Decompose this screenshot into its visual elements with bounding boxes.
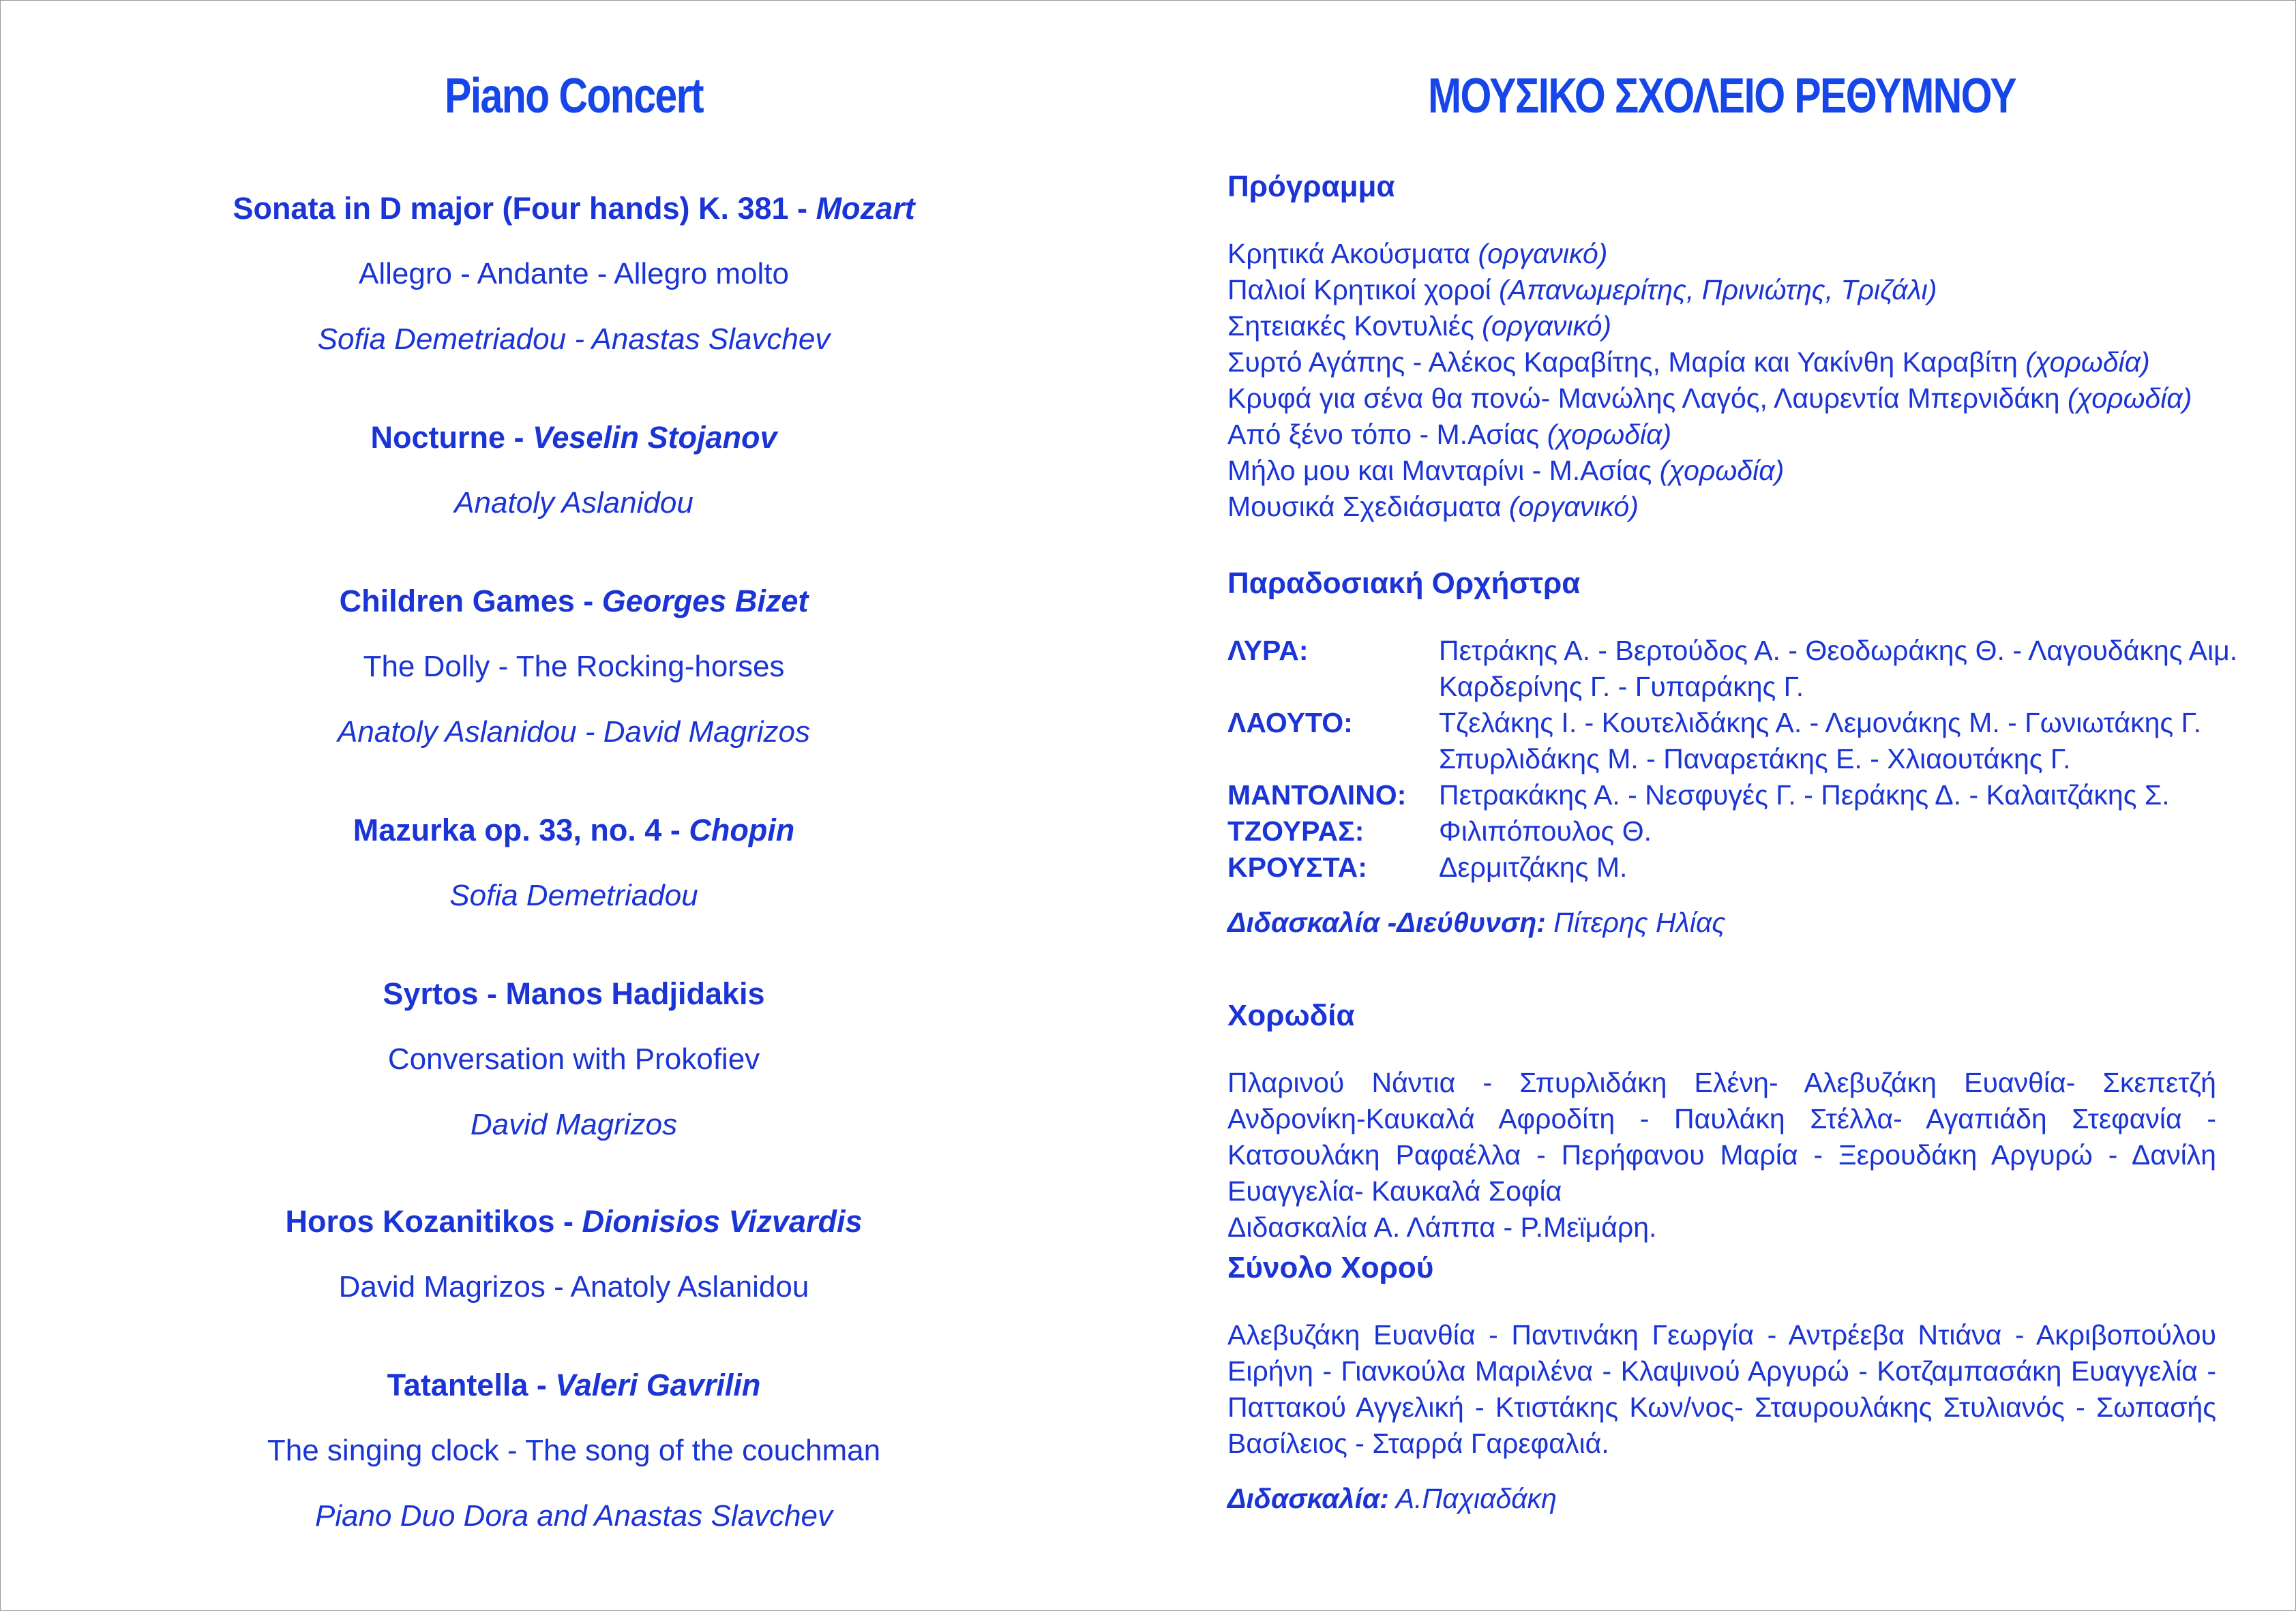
programme-item: Κρυφά για σένα θα πονώ- Μανώλης Λαγός, Λαυρεντία Μπερνιδάκη (χορωδία) <box>1227 382 2192 414</box>
choir-heading: Χορωδία <box>1227 999 1355 1032</box>
programme-item: Μουσικά Σχεδιάσματα (οργανικό) <box>1227 491 1639 522</box>
orchestra-row <box>1227 777 2216 813</box>
right-title: ΜΟΥΣΙΚΟ ΣΧΟΛΕΙΟ ΡΕΘΥΜΝΟΥ <box>1427 69 2016 123</box>
instrument-players: Δερμιτζάκης Μ. <box>1439 852 1628 883</box>
piece-performers: Piano Duo Dora and Anastas Slavchev <box>314 1499 833 1533</box>
piece-performers: Sofia Demetriadou - Anastas Slavchev <box>317 322 831 356</box>
instrument-label: ΚΡΟΥΣΤΑ: <box>1227 852 1367 883</box>
choir-members: Πλαρινού Νάντια - Σπυρλιδάκη Ελένη- Αλεβυζάκη Ευανθία- Σκεπετζή Ανδρονίκη-Καυκαλά Αφροδίτη - Παυλάκη Στέλλα- Αγαπιάδη Στεφανία - Κατσουλάκη Ραφαέλλα - Περήφανου Μαρία - Ξερουδάκη Αργυρώ - Δανίλη Ευαγγελία- Καυκαλά Σοφία <box>1227 1067 2216 1207</box>
piece-movements: Allegro - Andante - Allegro molto <box>358 257 790 290</box>
piece-1 <box>0 188 1148 360</box>
programme-heading: Πρόγραμμα <box>1227 170 1395 203</box>
piece-2 <box>0 417 1148 524</box>
left-title: Piano Concert <box>445 69 703 123</box>
choir-teachers: Διδασκαλία Α. Λάππα - Ρ.Μεϊμάρη. <box>1227 1211 1657 1243</box>
piece-heading: Mazurka op. 33, no. 4 - Chopin <box>353 813 795 847</box>
piece-3 <box>0 581 1148 753</box>
programme-item: Κρητικά Ακούσματα (οργανικό) <box>1227 238 1608 269</box>
orchestra-section <box>1227 563 2238 941</box>
piece-performers: David Magrizos <box>470 1108 678 1141</box>
orchestra-row <box>1227 633 2238 705</box>
piece-performers: Anatoly Aslanidou <box>454 486 694 520</box>
programme-list <box>1227 236 2216 525</box>
piece-5 <box>0 974 1148 1145</box>
piece-heading: Tatantella - Valeri Gavrilin <box>387 1368 761 1402</box>
orchestra-list <box>1227 633 2238 886</box>
right-page <box>1227 0 2238 1611</box>
piece-movements: David Magrizos - Anatoly Aslanidou <box>338 1270 809 1304</box>
piece-movements: Conversation with Prokofiev <box>387 1042 760 1076</box>
piece-performers: Sofia Demetriadou <box>449 879 698 912</box>
orchestra-row <box>1227 813 2216 849</box>
instrument-players: Πετράκης Α. - Βερτούδος Α. - Θεοδωράκης Θ. - Λαγουδάκης Αιμ. Καρδερίνης Γ. - Γυπαράκης Γ. <box>1439 635 2238 702</box>
piece-heading: Nocturne - Veselin Stojanov <box>370 420 777 455</box>
programme-item: Μήλο μου και Μανταρίνι - Μ.Ασίας (χορωδία) <box>1227 455 1785 486</box>
instrument-players: Φιλιπόπουλος Θ. <box>1439 815 1652 847</box>
dance-members: Αλεβυζάκη Ευανθία - Παντινάκη Γεωργία - Αντρέεβα Ντιάνα - Ακριβοπούλου Ειρήνη - Γιανκούλα Μαριλένα - Κλαψινού Αργυρώ - Κοτζαμπασάκη Ευαγγελία - Παττακού Αγγελική - Κτιστάκης Κων/νος- Σταυρουλάκης Στυλιανός - Σωπασής Βασίλειος - Σταρρά Γαρεφαλιά. <box>1227 1319 2216 1459</box>
dance-heading: Σύνολο Χορού <box>1227 1251 1434 1284</box>
instrument-label: ΛΑΟΥΤΟ: <box>1227 707 1353 738</box>
instrument-players: Τζελάκης Ι. - Κουτελιδάκης Α. - Λεμονάκης Μ. - Γωνιωτάκης Γ. Σπυρλιδάκης Μ. - Παναρετάκης Ε. - Χλιαουτάκης Γ. <box>1439 707 2202 774</box>
piece-heading: Sonata in D major (Four hands) K. 381 - Mozart <box>233 191 915 226</box>
orchestra-row <box>1227 705 2216 777</box>
piece-6 <box>0 1201 1148 1308</box>
instrument-label: ΛΥΡΑ: <box>1227 635 1309 666</box>
piece-movements: The Dolly - The Rocking-horses <box>363 650 785 683</box>
programme-item: Παλιοί Κρητικοί χοροί (Απανωμερίτης, Πρινιώτης, Τριζάλι) <box>1227 274 1937 305</box>
piece-movements: The singing clock - The song of the couchman <box>267 1434 881 1467</box>
instrument-players: Πετρακάκης Α. - Νεσφυγές Γ. - Περάκης Δ. - Καλαιτζάκης Σ. <box>1439 779 2170 811</box>
orchestra-heading: Παραδοσιακή Ορχήστρα <box>1227 567 1581 600</box>
piece-4 <box>0 810 1148 916</box>
piece-7 <box>0 1365 1148 1537</box>
programme-section <box>1227 166 2216 525</box>
piece-performers: Anatoly Aslanidou - David Magrizos <box>338 715 810 749</box>
orchestra-row <box>1227 849 2216 886</box>
instrument-label: ΜΑΝΤΟΛΙΝΟ: <box>1227 779 1407 811</box>
piece-heading: Children Games - Georges Bizet <box>339 584 809 618</box>
programme-item: Συρτό Αγάπης - Αλέκος Καραβίτης, Μαρία και Υακίνθη Καραβίτη (χορωδία) <box>1227 346 2150 378</box>
dance-teacher: Διδασκαλία: Α.Παχιαδάκη <box>1227 1483 1557 1514</box>
instrument-label: ΤΖΟΥΡΑΣ: <box>1227 815 1365 847</box>
programme-item: Από ξένο τόπο - Μ.Ασίας (χορωδία) <box>1227 419 1672 450</box>
piece-heading: Syrtos - Manos Hadjidakis <box>383 976 765 1011</box>
dance-section <box>1227 1248 2216 1517</box>
orchestra-direction: Διδασκαλία -Διεύθυνση: Πίτερης Ηλίας <box>1227 907 1726 938</box>
programme-item: Σητειακές Κοντυλιές (οργανικό) <box>1227 310 1612 342</box>
piece-heading: Horos Kozanitikos - Dionisios Vizvardis <box>285 1204 863 1239</box>
choir-section <box>1227 995 2216 1246</box>
